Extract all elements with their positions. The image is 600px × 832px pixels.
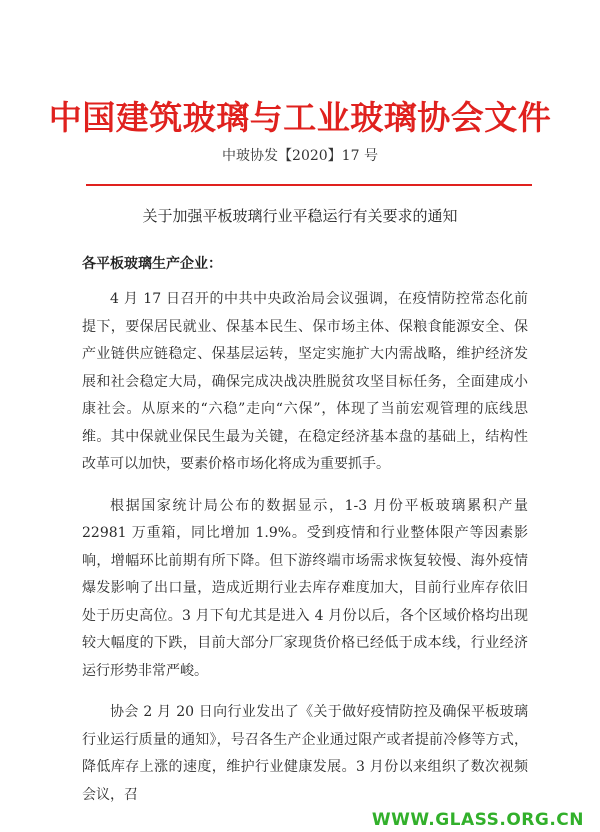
paragraph-3: 协会 2 月 20 日向行业发出了《关于做好疫情防控及确保平板玻璃行业运行质量的通知》，号召各生产企业通过限产或者提前冷修等方式，降低库存上涨的速度，维护行业健康发展。3 月份以来组织了数次视频会议，召 (82, 704, 528, 803)
paragraph-2: 根据国家统计局公布的数据显示，1-3 月份平板玻璃累积产量 22981 万重箱，同比增加 1.9%。受到疫情和行业整体限产等因素影响，增幅环比前期有所下降。但下游终端市场需求恢复较慢、海外疫情爆发影响了出口量，造成近期行业去库存难度加大，目前行业库存依旧处于历史高位。3 月下旬尤其是进入 4 月份以后，各个区域价格均出现较大幅度的下跌，目前大部分厂家现货价格已经低于成本线，行业经济运行形势非常严峻。 (82, 497, 528, 679)
paragraph-1: 4 月 17 日召开的中共中央政治局会议强调，在疫情防控常态化前提下，要保居民就业、保基本民生、保市场主体、保粮食能源安全、保产业链供应链稳定、保基层运转，坚定实施扩大内需战略，维护经济发展和社会稳定大局，确保完成决战决胜脱贫攻坚目标任务，全面建成小康社会。从原来的“六稳”走向“六保”，体现了当前宏观管理的底线思维。其中保就业保民生最为关键，在稳定经济基本盘的基础上，结构性改革可以加快，要素价格市场化将成为重要抓手。 (82, 291, 528, 472)
document-body (82, 286, 528, 823)
document-header-title: 中国建筑玻璃与工业玻璃协会文件 (48, 98, 552, 137)
salutation: 各平板玻璃生产企业： (82, 256, 222, 272)
website-watermark: WWW.GLASS.ORG.CN (371, 810, 584, 830)
header-divider (86, 184, 532, 186)
document-number: 中玻协发【2020】17 号 (222, 148, 378, 164)
notice-title: 关于加强平板玻璃行业平稳运行有关要求的通知 (142, 207, 458, 225)
